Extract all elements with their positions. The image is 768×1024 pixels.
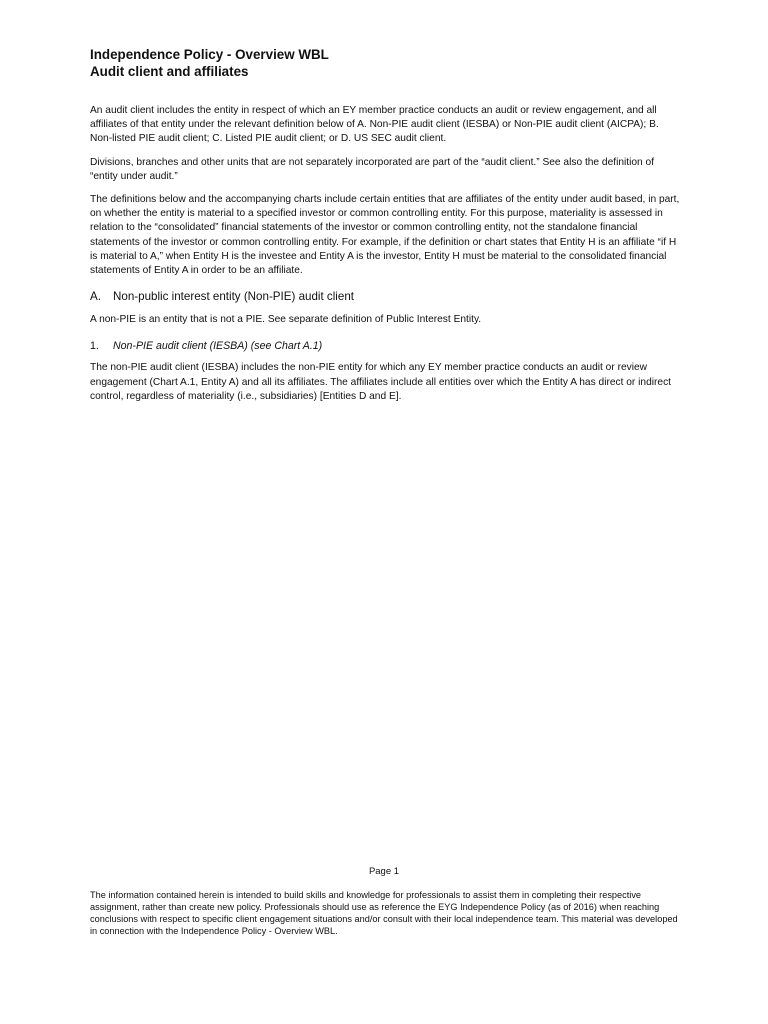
section-a-heading xyxy=(90,289,682,304)
section-a-label: A. xyxy=(90,290,101,304)
non-pie-definition: A non-PIE is an entity that is not a PIE. See separate definition of Public Interest Entity. xyxy=(90,314,482,326)
section-a-title: Non-public interest entity (Non-PIE) audit client xyxy=(113,290,355,304)
footer-disclaimer: The information contained herein is intended to build skills and knowledge for professionals to assist them in completing their respective assignment, rather than create new policy. Professionals should use as reference the EYG Independence Policy (as of 2016) when reaching conclusions with respect to specific client engagement situations and/or consult with their local independence team. This material was developed in connection with the Independence Policy - Overview WBL. xyxy=(90,890,678,936)
intro-paragraph: An audit client includes the entity in respect of which an EY member practice conducts an audit or review engagement, and all affiliates of that entity under the relevant definition below of A. Non-PIE audit client (IESBA) or Non-PIE audit client (AICPA); B. Non-listed PIE audit client; C. Listed PIE audit client; or D. US SEC audit client. xyxy=(90,105,659,145)
subsection-1-label: 1. xyxy=(90,340,99,353)
document-subtitle: Audit client and affiliates xyxy=(90,64,249,79)
document-page xyxy=(90,46,682,404)
subsection-1-title: Non-PIE audit client (IESBA) (see Chart A.1) xyxy=(113,340,323,353)
page-number: Page 1 xyxy=(368,866,400,877)
document-title: Independence Policy - Overview WBL xyxy=(90,47,329,62)
divisions-paragraph: Divisions, branches and other units that are not separately incorporated are part of the “audit client.” See also the definition of “entity under audit.” xyxy=(90,156,655,182)
materiality-paragraph: The definitions below and the accompanying charts include certain entities that are affiliates of the entity under audit based, in part, on whether the entity is material to a specified investor or common controlling entity. For this purpose, materiality is assessed in relation to the “consolidated” financial statements of the investor or common controlling entity, not the standalone financial statements of the investor or common controlling entity. For example, if the definition or chart states that Entity H is an affiliate “if H is material to A,” when Entity H is the investee and Entity A is the investor, Entity H must be material to the consolidated financial statements of Entity A in order to be an affiliate. xyxy=(90,194,680,277)
subsection-1-heading xyxy=(90,339,682,353)
non-pie-iesba-paragraph: The non-PIE audit client (IESBA) includes the non-PIE entity for which any EY member practice conducts an audit or review engagement (Chart A.1, Entity A) and all its affiliates. The affiliates include all entities over which the Entity A has direct or indirect control, regardless of materiality (i.e., subsidiaries) [Entities D and E]. xyxy=(90,362,671,402)
